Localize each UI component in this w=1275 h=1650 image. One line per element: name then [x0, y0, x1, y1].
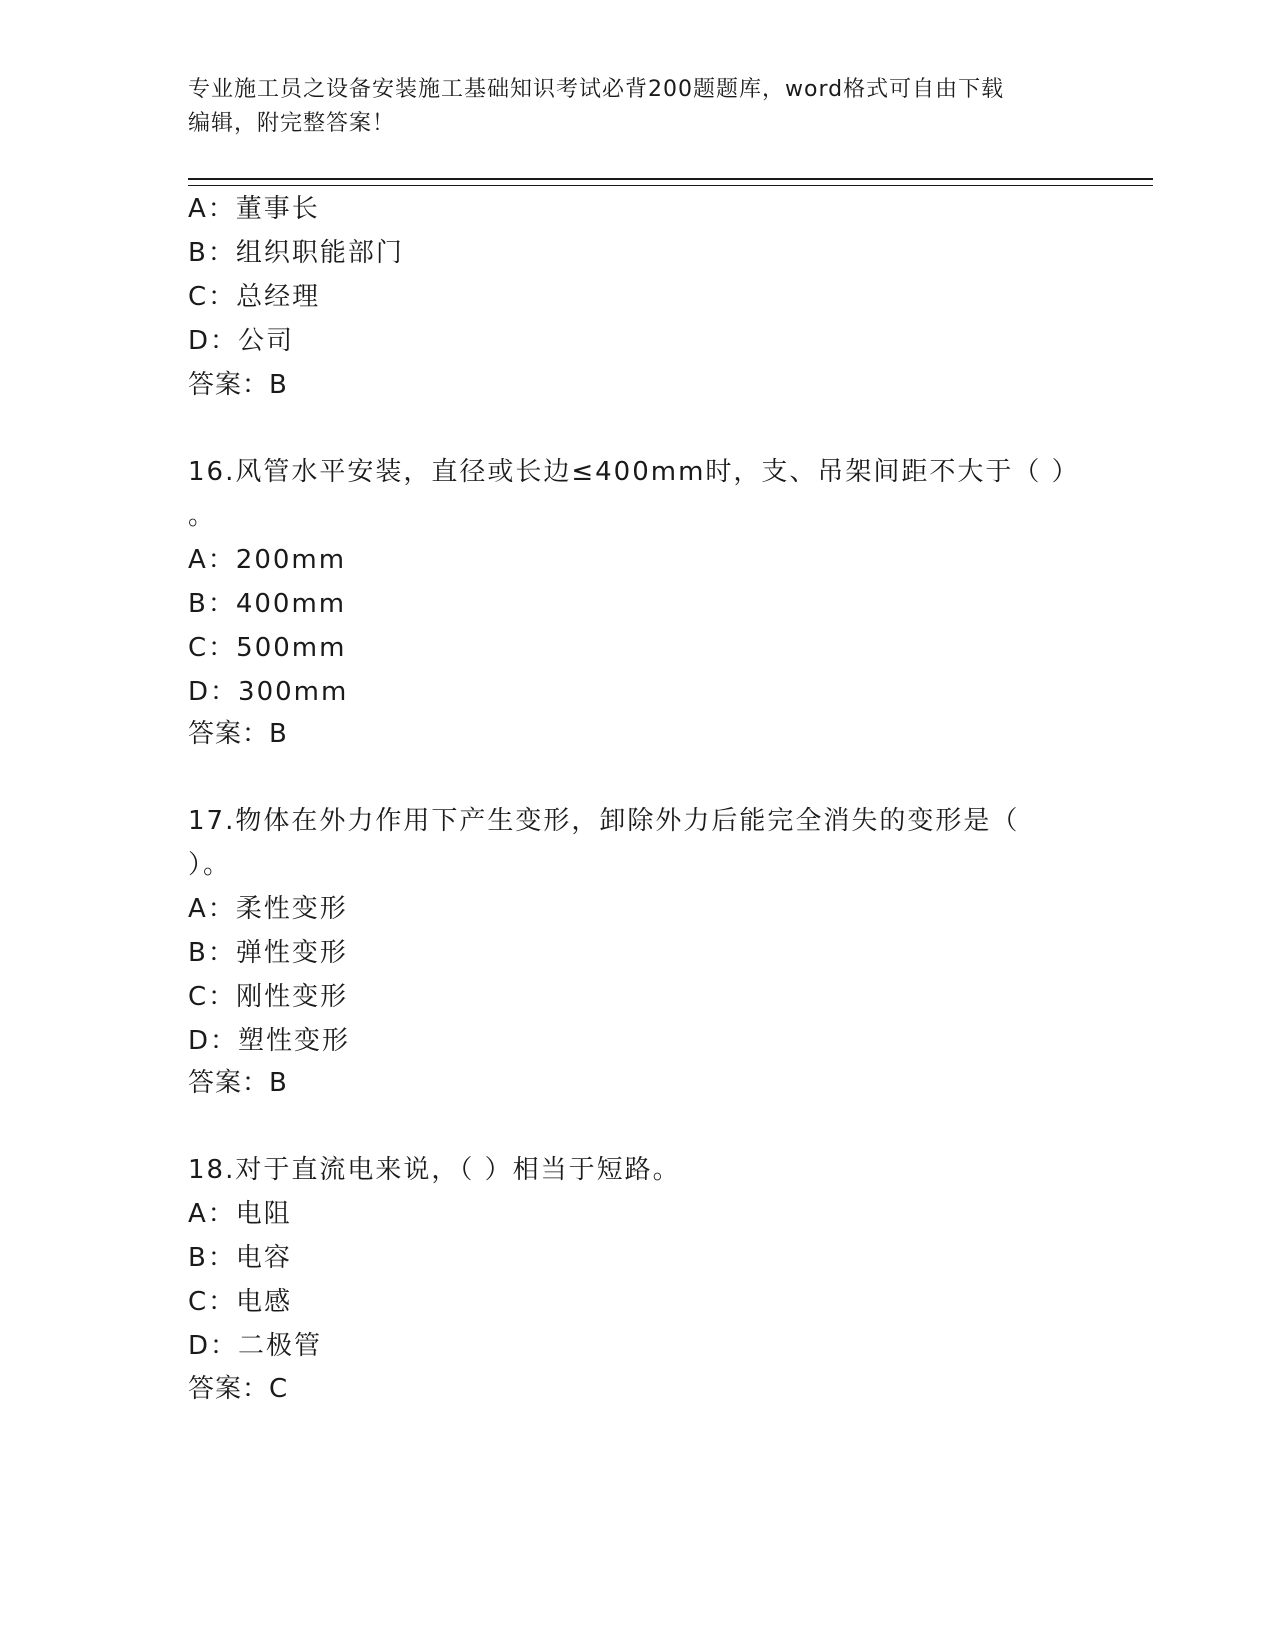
- q18-option-b: B：电容: [188, 1243, 292, 1273]
- q15-option-a: A：董事长: [188, 194, 320, 224]
- q16-option-d: D：300mm: [188, 677, 349, 707]
- q15-option-b: B：组织职能部门: [188, 238, 404, 268]
- q18-option-c: C：电感: [188, 1287, 293, 1317]
- header-line-2: 编辑，附完整答案！: [188, 111, 396, 136]
- q16-option-c: C：500mm: [188, 633, 347, 663]
- q18-option-a: A：电阻: [188, 1199, 292, 1229]
- header-line-1: 专业施工员之设备安装施工基础知识考试必背200题题库，word格式可自由下载: [188, 77, 1005, 102]
- q17-stem-line-2: ）。: [188, 850, 232, 880]
- q15-answer: 答案：B: [188, 370, 288, 400]
- q17-option-b: B：弹性变形: [188, 938, 348, 968]
- q17-option-c: C：刚性变形: [188, 982, 349, 1012]
- q17-option-d: D：塑性变形: [188, 1026, 351, 1056]
- q16-stem-line-1: 16.风管水平安装，直径或长边≤400mm时，支、吊架间距不大于（ ）: [188, 457, 1080, 487]
- header-divider: [188, 178, 1153, 186]
- q17-stem-line-1: 17.物体在外力作用下产生变形，卸除外力后能完全消失的变形是（: [188, 806, 1020, 836]
- q18-stem-line-1: 18.对于直流电来说，（ ）相当于短路。: [188, 1155, 681, 1185]
- q15-option-d: D：公司: [188, 326, 295, 356]
- q16-stem-line-2: 。: [188, 501, 217, 531]
- document-header: [188, 73, 1088, 141]
- q18-option-d: D：二极管: [188, 1331, 323, 1361]
- q17-answer: 答案：B: [188, 1068, 288, 1098]
- q16-option-a: A：200mm: [188, 545, 347, 575]
- q15-option-c: C：总经理: [188, 282, 321, 312]
- q16-option-b: B：400mm: [188, 589, 347, 619]
- q18-answer: 答案：C: [188, 1374, 289, 1404]
- q16-answer: 答案：B: [188, 719, 288, 749]
- q17-option-a: A：柔性变形: [188, 894, 348, 924]
